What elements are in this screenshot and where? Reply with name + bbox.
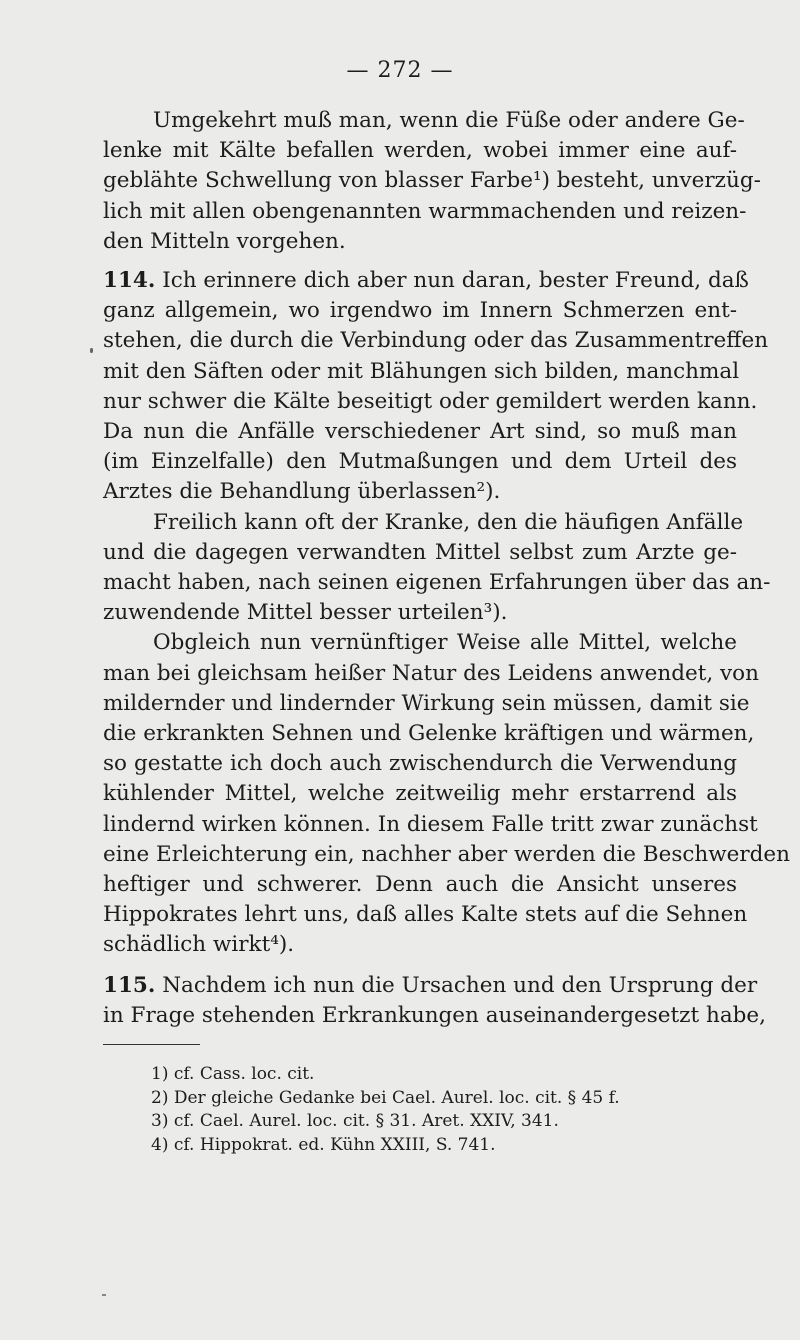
text-line bbox=[103, 971, 758, 1001]
text-line: macht haben, nach seinen eigenen Erfahrungen über das an- bbox=[103, 570, 771, 596]
text-line: ganz allgemein, wo irgendwo im Innern Schmerzen ent- bbox=[103, 298, 737, 324]
text-line-content: Ich erinnere dich aber nun daran, bester Freund, daß bbox=[162, 268, 749, 294]
print-speck bbox=[102, 1294, 106, 1296]
text-line: nur schwer die Kälte beseitigt oder gemildert werden kann. bbox=[103, 388, 758, 414]
print-speck bbox=[90, 348, 93, 353]
footnote-divider bbox=[103, 1044, 200, 1045]
text-line bbox=[103, 266, 749, 296]
text-line: heftiger und schwerer. Denn auch die Ansicht unseres bbox=[103, 872, 737, 898]
text-line: stehen, die durch die Verbindung oder das Zusammentreffen bbox=[103, 328, 769, 354]
text-line: man bei gleichsam heißer Natur des Leidens anwendet, von bbox=[103, 660, 759, 686]
footnote: 2) Der gleiche Gedanke bei Cael. Aurel. loc. cit. § 45 f. bbox=[151, 1087, 620, 1108]
text-line: Obgleich nun vernünftiger Weise alle Mittel, welche bbox=[153, 630, 737, 656]
paragraph bbox=[103, 106, 761, 257]
text-line: (im Einzelfalle) den Mutmaßungen und dem Urteil des bbox=[103, 449, 737, 475]
text-line: zuwendende Mittel besser urteilen³). bbox=[103, 600, 508, 626]
text-line: kühlender Mittel, welche zeitweilig mehr erstarrend als bbox=[103, 781, 737, 807]
footnote: 3) cf. Cael. Aurel. loc. cit. § 31. Aret. XXIV, 341. bbox=[151, 1111, 559, 1131]
paragraph-section-114 bbox=[103, 266, 769, 508]
section-number: 114. bbox=[103, 268, 156, 294]
page-number: — 272 — bbox=[346, 58, 454, 83]
text-line: schädlich wirkt⁴). bbox=[103, 932, 295, 958]
section-number: 115. bbox=[103, 972, 156, 998]
text-line: mit den Säften oder mit Blähungen sich bilden, manchmal bbox=[103, 358, 740, 384]
text-line: Arztes die Behandlung überlassen²). bbox=[103, 479, 501, 505]
text-line: in Frage stehenden Erkrankungen auseinandergesetzt habe, bbox=[103, 1002, 766, 1028]
text-line: lindernd wirken können. In diesem Falle tritt zwar zunächst bbox=[103, 811, 758, 837]
body-text bbox=[103, 106, 790, 1031]
text-line: lenke mit Kälte befallen werden, wobei immer eine auf- bbox=[103, 138, 737, 164]
text-line: so gestatte ich doch auch zwischendurch die Verwendung bbox=[103, 751, 737, 777]
text-line: und die dagegen verwandten Mittel selbst zum Arzte ge- bbox=[103, 539, 737, 565]
text-line: Freilich kann oft der Kranke, den die häufigen Anfälle bbox=[153, 509, 744, 535]
footnotes bbox=[151, 1063, 711, 1157]
text-line: geblähte Schwellung von blasser Farbe¹) besteht, unverzüg- bbox=[103, 168, 761, 194]
text-line: eine Erleichterung ein, nachher aber werden die Beschwerden bbox=[103, 841, 790, 867]
text-line: Hippokrates lehrt uns, daß alles Kalte stets auf die Sehnen bbox=[103, 902, 748, 928]
paragraph bbox=[103, 628, 790, 960]
footnote: 4) cf. Hippokrat. ed. Kühn XXIII, S. 741. bbox=[151, 1134, 496, 1155]
text-line-content: Nachdem ich nun die Ursachen und den Ursprung der bbox=[162, 972, 758, 998]
paragraph bbox=[103, 508, 771, 629]
text-line: die erkrankten Sehnen und Gelenke kräftigen und wärmen, bbox=[103, 721, 755, 747]
text-line: lich mit allen obengenannten warmmachenden und reizen- bbox=[103, 198, 747, 224]
footnote: 1) cf. Cass. loc. cit. bbox=[151, 1064, 315, 1084]
text-line: Da nun die Anfälle verschiedener Art sind, so muß man bbox=[103, 419, 737, 445]
text-line: den Mitteln vorgehen. bbox=[103, 228, 346, 254]
text-line: Umgekehrt muß man, wenn die Füße oder andere Ge- bbox=[153, 108, 745, 133]
text-line: mildernder und lindernder Wirkung sein müssen, damit sie bbox=[103, 690, 750, 716]
paragraph-section-115 bbox=[103, 971, 766, 1031]
